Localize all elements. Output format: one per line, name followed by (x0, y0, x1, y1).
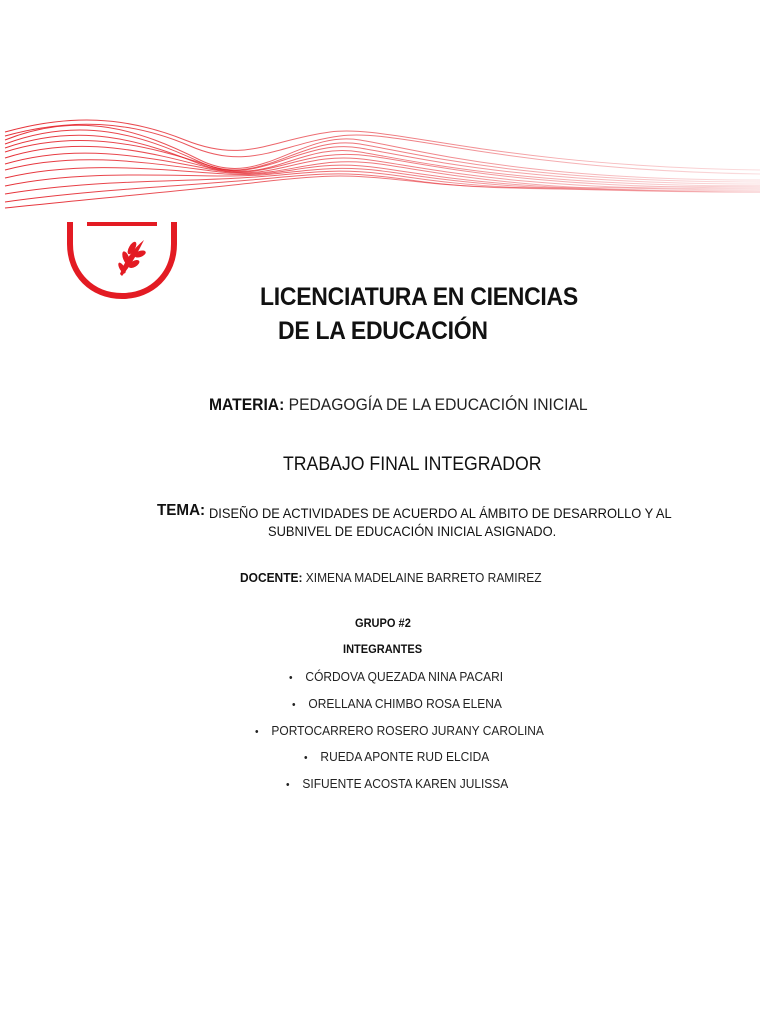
member-name: PORTOCARRERO ROSERO JURANY CAROLINA (271, 723, 544, 738)
bullet-icon: • (292, 699, 296, 711)
subject-value: PEDAGOGÍA DE LA EDUCACIÓN INICIAL (288, 395, 588, 414)
subject-line (209, 395, 588, 415)
list-item (292, 696, 502, 711)
list-item (304, 749, 489, 764)
bullet-icon: • (286, 779, 290, 791)
topic-label: TEMA: (157, 502, 206, 519)
decorative-wave-banner (0, 100, 768, 230)
list-item (255, 723, 544, 738)
topic-text-line1: DISEÑO DE ACTIVIDADES DE ACUERDO AL ÁMBITO DE DESARROLLO Y AL (209, 505, 672, 521)
teacher-name: XIMENA MADELAINE BARRETO RAMIREZ (305, 570, 542, 585)
group-number: GRUPO #2 (355, 616, 411, 630)
members-heading: INTEGRANTES (343, 642, 423, 656)
bullet-icon: • (255, 726, 259, 738)
teacher-line (240, 570, 542, 585)
subject-label: MATERIA: (209, 395, 285, 414)
member-name: CÓRDOVA QUEZADA NINA PACARI (305, 669, 504, 684)
work-title: TRABAJO FINAL INTEGRADOR (283, 454, 542, 475)
laurel-leaf-icon (117, 240, 147, 276)
member-name: SIFUENTE ACOSTA KAREN JULISSA (302, 776, 509, 791)
university-logo (62, 222, 182, 304)
member-name: RUEDA APONTE RUD ELCIDA (320, 749, 490, 764)
bullet-icon: • (304, 752, 308, 764)
list-item (286, 776, 508, 791)
bullet-icon: • (289, 672, 293, 684)
degree-title-line1: LICENCIATURA EN CIENCIAS (260, 283, 578, 311)
list-item (289, 669, 503, 684)
member-name: ORELLANA CHIMBO ROSA ELENA (308, 696, 502, 711)
topic-text-line2: SUBNIVEL DE EDUCACIÓN INICIAL ASIGNADO. (268, 523, 557, 539)
degree-title-line2: DE LA EDUCACIÓN (278, 317, 488, 345)
teacher-label: DOCENTE: (240, 570, 303, 585)
